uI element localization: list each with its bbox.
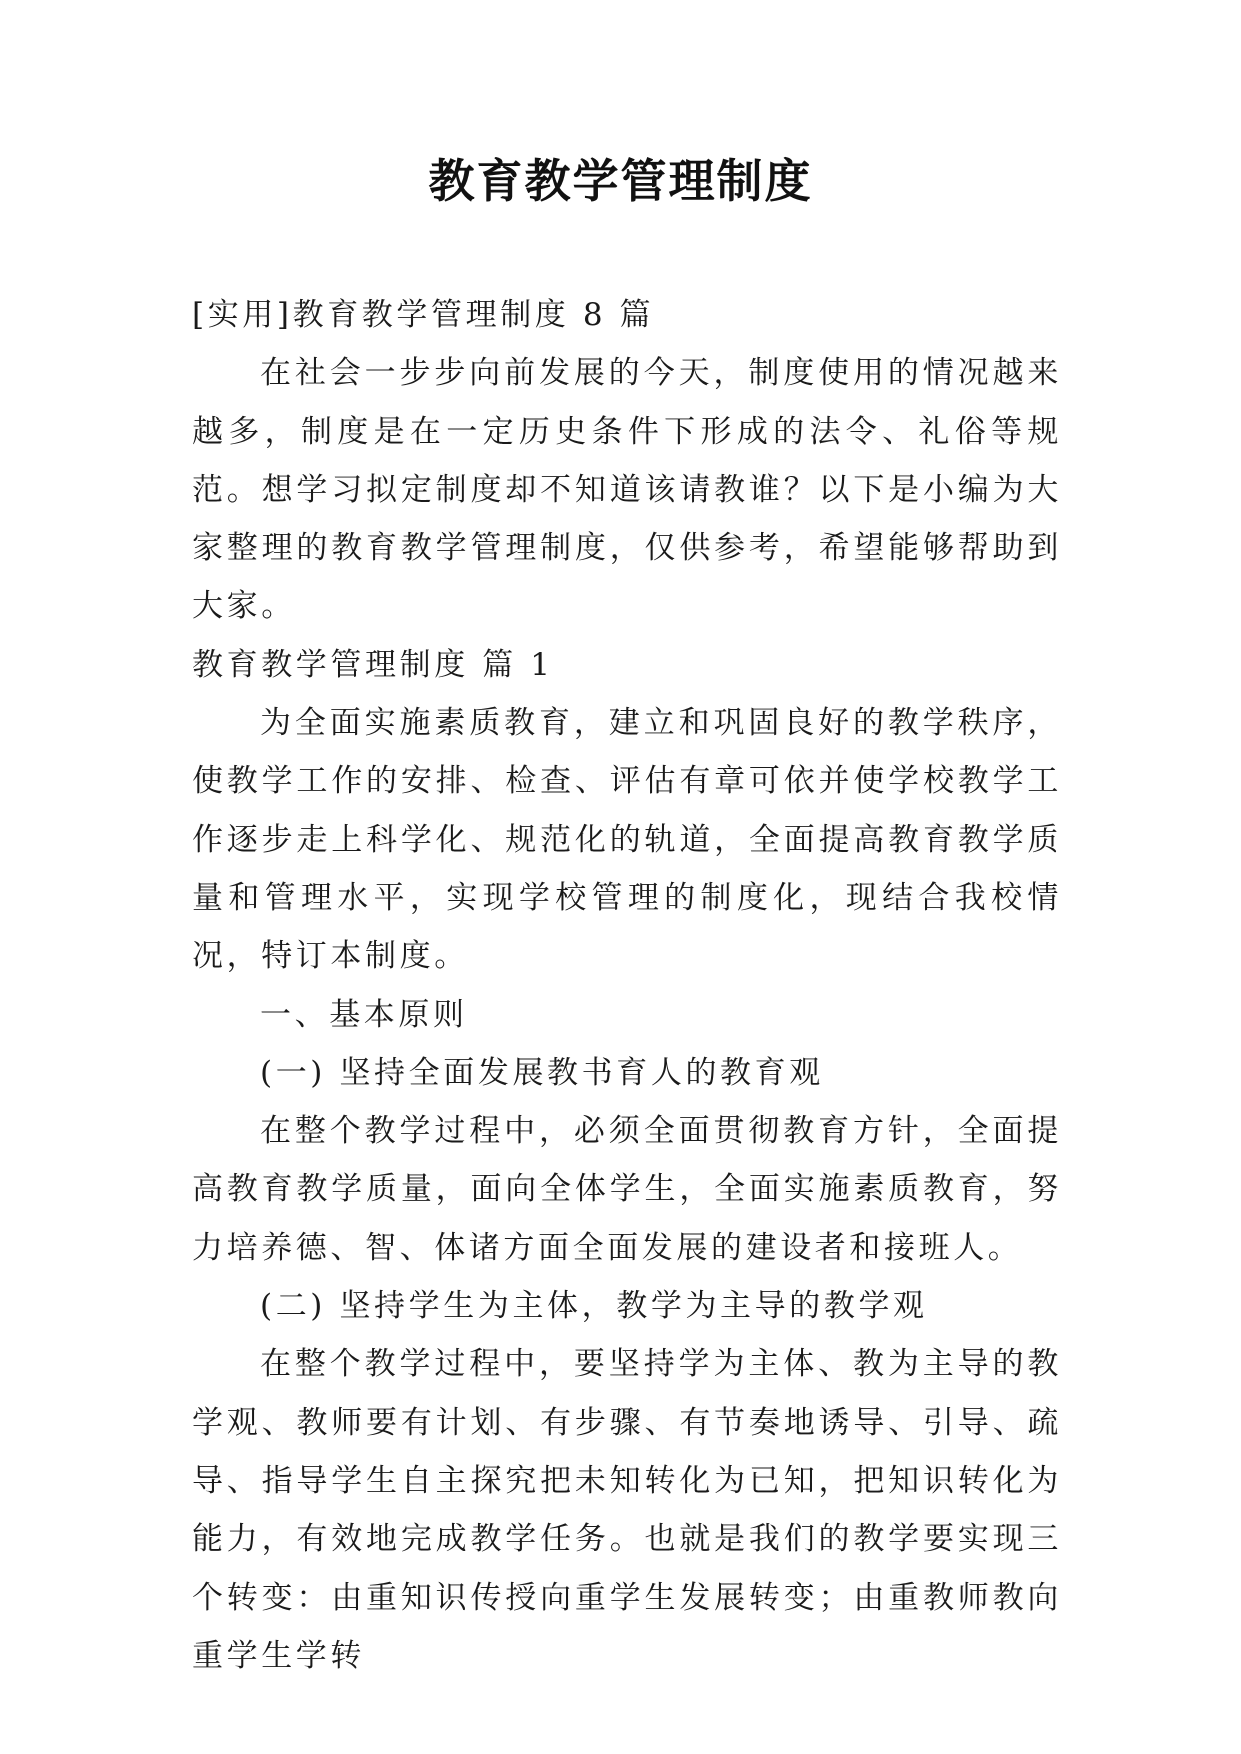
- section-heading: 教育教学管理制度 篇 1: [192, 646, 554, 683]
- subheading-1: (一) 坚持全面发展教书育人的教育观: [260, 1054, 824, 1091]
- paragraph-1: 为全面实施素质教育，建立和巩固良好的教学秩序，使教学工作的安排、检查、评估有章可依并使学校教学工作逐步走上科学化、规范化的轨道，全面提高教育教学质量和管理水平，实现学校管理的制度化，现结合我校情况，特订本制度。: [192, 705, 1062, 975]
- document-subtitle: [实用]教育教学管理制度 8 篇: [192, 297, 655, 333]
- paragraph-2: 在整个教学过程中，必须全面贯彻教育方针，全面提高教育教学质量，面向全体学生，全面实施素质教育，努力培养德、智、体诸方面全面发展的建设者和接班人。: [192, 1113, 1062, 1266]
- intro-paragraph: 在社会一步步向前发展的今天，制度使用的情况越来越多，制度是在一定历史条件下形成的法令、礼俗等规范。想学习拟定制度却不知道该请教谁？以下是小编为大家整理的教育教学管理制度，仅供参考，希望能够帮助到大家。: [192, 355, 1062, 625]
- document-body: [192, 286, 1062, 1685]
- paragraph-3: 在整个教学过程中，要坚持学为主体、教为主导的教学观、教师要有计划、有步骤、有节奏地诱导、引导、疏导、指导学生自主探究把未知转化为已知，把知识转化为能力，有效地完成教学任务。也就是我们的教学要实现三个转变：由重知识传授向重学生发展转变；由重教师教向重学生学转: [192, 1346, 1062, 1674]
- subheading-2: (二) 坚持学生为主体，教学为主导的教学观: [260, 1288, 928, 1325]
- document-title: 教育教学管理制度: [428, 154, 813, 208]
- heading-basic-principles: 一、基本原则: [260, 996, 468, 1033]
